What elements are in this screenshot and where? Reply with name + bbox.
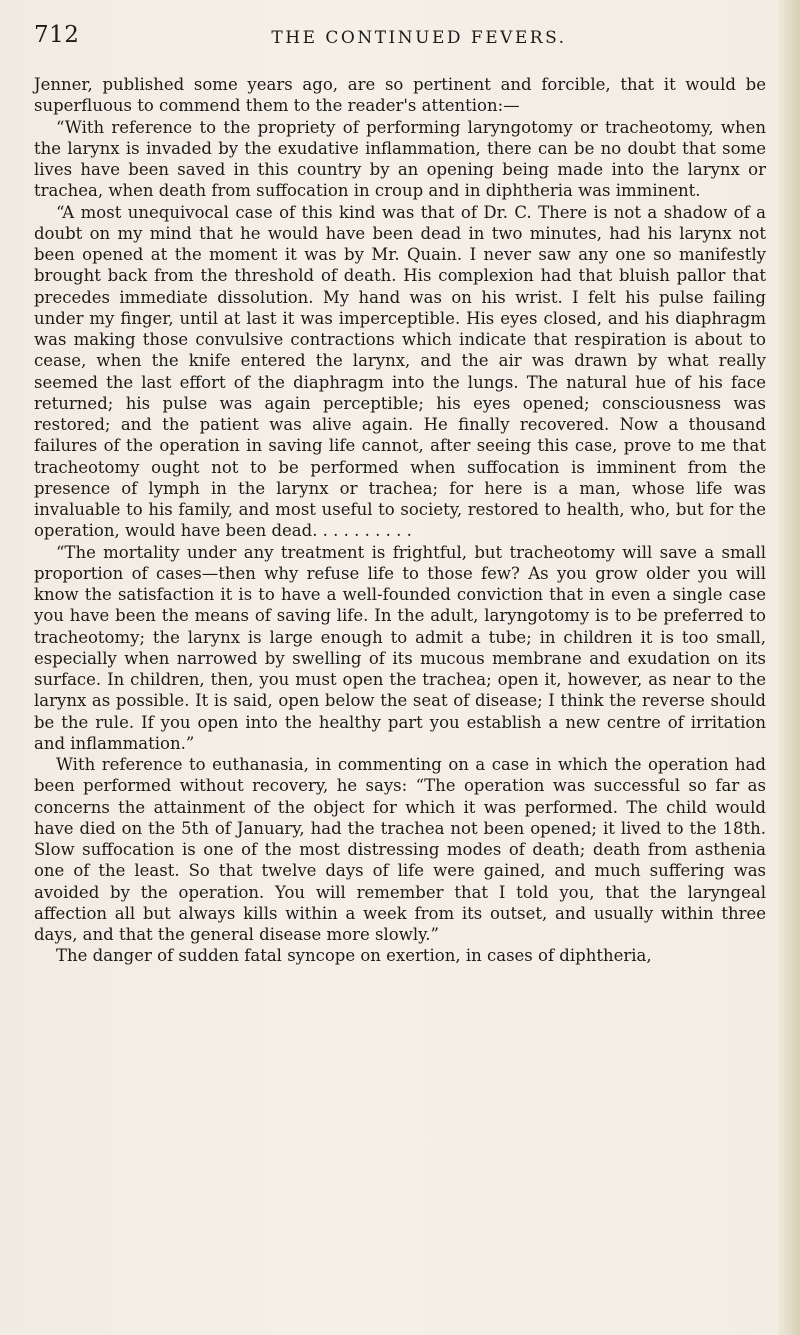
paragraph-syncope: The danger of sudden fatal syncope on exertion, in cases of diphtheria, [56,946,652,966]
running-title: THE CONTINUED FEVERS. [271,28,567,48]
page-header [34,22,764,62]
paragraph-continuation: Jenner, published some years ago, are so pertinent and forcible, that it would be superfluous to commend them to the reader's attention:— [34,75,766,116]
paragraph-mortality: “The mortality under any treatment is frightful, but tracheotomy will save a small proportion of cases—then why refuse life to those few? As you grow older you will know the satisfaction it is to have a well-founded conviction that in even a single case you have been the means of saving life. In the adult, laryngotomy is to be preferred to tracheotomy; the larynx is large enough to admit a tube; in children it is too small, especially when narrowed by swelling of its mucous membrane and exudation on its surface. In children, then, you must open the trachea; open it, however, as near to the larynx as possible. It is said, open below the seat of disease; I think the reverse should be the rule. If you open into the healthy part you establish a new centre of irritation and inflammation.” [34,542,766,753]
page-number: 712 [34,22,80,48]
page-edge [778,0,800,1335]
paragraph-euthanasia: With reference to euthanasia, in commenting on a case in which the operation had been performed without recovery, he says: “The operation was successful so far as concerns the attainment of the object for which it was performed. The child would have died on the 5th of January, had the trachea not been opened; it lived to the 18th. Slow suffocation is one of the most distressing modes of death; death from asthenia one of the least. So that twelve days of life were gained, and much suffering was avoided by the operation. You will remember that I told you, that the laryngeal affection all but always kills within a week from its outset, and usually within three days, and that the general disease more slowly.” [34,755,766,944]
body-text [34,74,766,967]
paragraph-case-dr-c: “A most unequivocal case of this kind was that of Dr. C. There is not a shadow of a doubt on my mind that he would have been dead in two minutes, had his larynx not been opened at the moment it was by Mr. Quain. I never saw any one so manifestly brought back from the threshold of death. His complexion had that bluish pallor that precedes immediate dissolution. My hand was on his wrist. I felt his pulse failing under my finger, until at last it was imperceptible. His eyes closed, and his diaphragm was making those convulsive contractions which indicate that respiration is about to cease, when the knife entered the larynx, and the air was drawn by what really seemed the last effort of the diaphragm into the lungs. The natural hue of his face returned; his pulse was again perceptible; his eyes opened; consciousness was restored; and the patient was alive again. He finally recovered. Now a thousand failures of the operation in saving life cannot, after seeing this case, prove to me that tracheotomy ought not to be performed when suffocation is imminent from the presence of lymph in the larynx or trachea; for here is a man, whose life was invaluable to his family, and most useful to society, restored to health, who, but for the operation, would have been dead. . . . . . . . . . [34,202,766,541]
paragraph-quote-laryngotomy: “With reference to the propriety of performing laryngotomy or tracheotomy, when the larynx is invaded by the exudative inflammation, there can be no doubt that some lives have been saved in this country by an opening being made into the larynx or trachea, when death from suffocation in croup and in diphtheria was imminent. [34,117,766,201]
